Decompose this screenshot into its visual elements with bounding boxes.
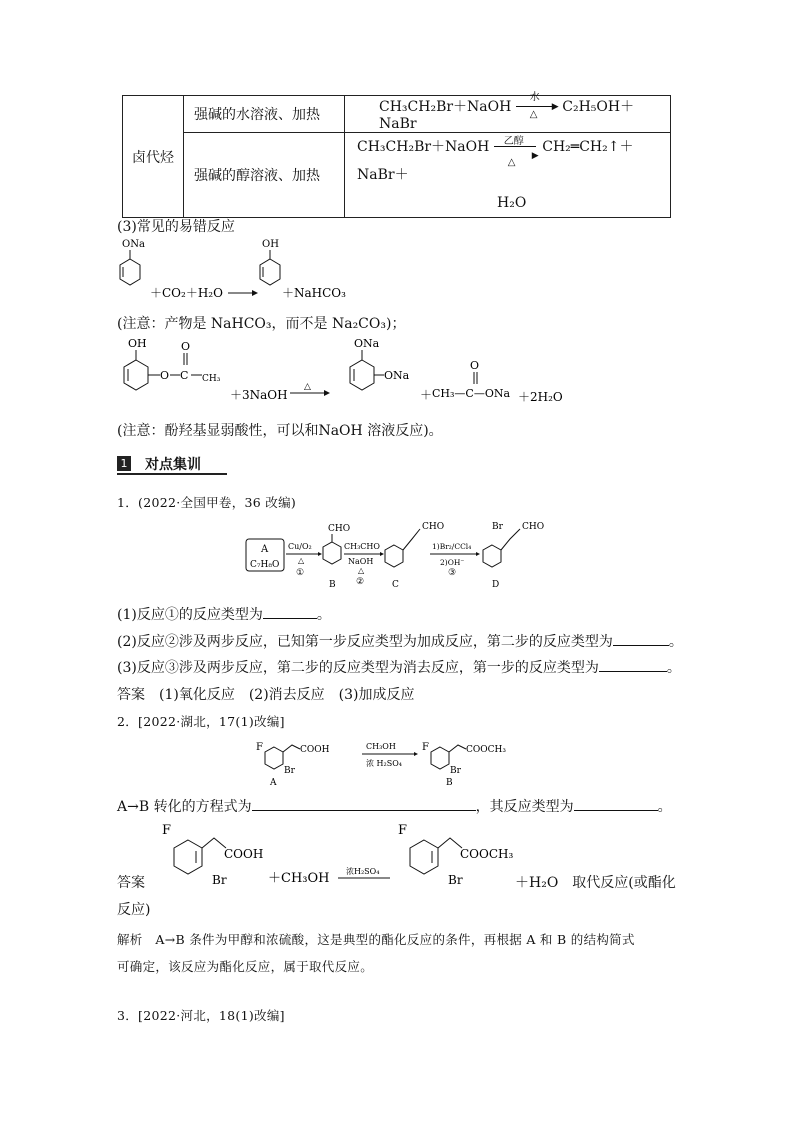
svg-text:COOH: COOH	[224, 847, 264, 861]
svg-text:CHO: CHO	[522, 522, 545, 532]
svg-text:＋3NaOH: ＋3NaOH	[230, 388, 288, 402]
svg-text:＋CH₃OH: ＋CH₃OH	[268, 871, 330, 886]
svg-text:F: F	[256, 742, 263, 753]
svg-text:Br: Br	[492, 522, 503, 532]
svg-text:Br: Br	[448, 873, 463, 887]
svg-text:△: △	[358, 566, 365, 575]
svg-text:F: F	[398, 823, 408, 838]
section-title: 对点集训	[145, 457, 201, 473]
svg-text:ONa: ONa	[354, 337, 380, 350]
answer-blank[interactable]	[599, 657, 667, 672]
haloalkane-table	[122, 92, 671, 218]
svg-text:O: O	[181, 340, 191, 353]
svg-text:②: ②	[356, 577, 365, 587]
svg-text:ONa: ONa	[384, 369, 410, 382]
section3-heading: (3)常见的易错反应	[117, 219, 235, 235]
q2-analysis-1: 解析 A→B 条件为甲醇和浓硫酸，这是典型的酯化反应的条件，再根据 A 和 B 的结构简式	[117, 932, 635, 947]
phenoxide-co2-reaction	[110, 235, 370, 305]
svg-text:CH₃—C—ONa: CH₃—C—ONa	[432, 387, 511, 400]
svg-text:CH₃OH: CH₃OH	[366, 742, 396, 751]
note1: (注意：产物是 NaHCO₃，而不是 Na₂CO₃)；	[117, 316, 406, 332]
answer-blank[interactable]	[252, 796, 476, 811]
svg-text:浓 H₂SO₄: 浓 H₂SO₄	[366, 759, 402, 768]
svg-text:O: O	[160, 369, 170, 382]
table-equation-2: CH₃CH₂Br＋NaOH 乙醇 ▶ △ CH₂═CH₂↑＋NaBr＋ H₂O	[345, 133, 671, 218]
svg-text:CH₃CHO: CH₃CHO	[344, 542, 380, 551]
q1-part1: (1)反应①的反应类型为 。	[117, 604, 331, 624]
q3-stem: 3．[2022·河北，18(1)改编]	[117, 1008, 285, 1023]
svg-text:Br: Br	[212, 873, 227, 887]
q2-scheme	[254, 733, 544, 788]
svg-text:＋2H₂O: ＋2H₂O	[518, 390, 563, 404]
q2-equation-line: A→B 转化的方程式为 ，其反应类型为 。	[117, 796, 672, 816]
table-equation-1: CH₃CH₂Br＋NaOH 水 ▶ △ C₂H₅OH＋NaBr	[345, 96, 671, 133]
answer-blank[interactable]	[613, 631, 669, 646]
table-category: 卤代烃	[123, 96, 184, 218]
svg-text:COOCH₃: COOCH₃	[466, 745, 506, 755]
svg-text:COOCH₃: COOCH₃	[460, 847, 514, 861]
svg-text:Cu/O₂: Cu/O₂	[288, 542, 312, 551]
section-title-bar	[117, 455, 227, 475]
svg-text:D: D	[492, 580, 500, 590]
ona-substituent: ONa	[122, 239, 145, 250]
nahco3: ＋NaHCO₃	[282, 286, 346, 300]
q2-answer-tail: ＋H₂O 取代反应(或酯化	[515, 875, 676, 891]
svg-text:CH₃: CH₃	[202, 374, 221, 384]
table-condition-1: 强碱的水溶液、加热	[184, 96, 345, 133]
q1-answer: 答案 (1)氧化反应 (2)消去反应 (3)加成反应	[117, 687, 415, 703]
co2-water: ＋CO₂＋H₂O	[150, 286, 223, 300]
section-number: 1	[117, 456, 131, 471]
svg-text:A: A	[261, 544, 269, 555]
svg-text:NaOH: NaOH	[348, 557, 374, 566]
svg-text:C: C	[392, 580, 399, 590]
q2-answer-tail2: 反应)	[117, 902, 151, 918]
q1-part2: (2)反应②涉及两步反应，已知第一步反应类型为加成反应，第二步的反应类型为 。	[117, 631, 683, 651]
svg-text:A: A	[270, 778, 277, 788]
q2-stem: 2．[2022·湖北，17(1)改编]	[117, 714, 285, 729]
svg-text:CHO: CHO	[422, 522, 445, 532]
svg-text:Br: Br	[450, 766, 461, 776]
svg-text:O: O	[470, 359, 480, 372]
svg-text:浓H₂SO₄: 浓H₂SO₄	[346, 867, 380, 876]
q1-part3: (3)反应③涉及两步反应，第二步的反应类型为消去反应，第一步的反应类型为 。	[117, 657, 681, 677]
oh-substituent: OH	[262, 239, 279, 250]
q1-stem: 1．(2022·全国甲卷，36 改编)	[117, 495, 297, 510]
svg-text:F: F	[162, 823, 172, 838]
svg-text:B: B	[446, 778, 453, 788]
answer-blank[interactable]	[263, 604, 317, 619]
note2: (注意：酚羟基显弱酸性，可以和NaOH 溶液反应)。	[117, 423, 443, 439]
svg-text:F: F	[422, 742, 429, 753]
svg-text:Br: Br	[284, 766, 295, 776]
answer-blank[interactable]	[574, 796, 658, 811]
svg-text:①: ①	[296, 568, 305, 578]
ester-naoh-reaction	[110, 335, 590, 410]
svg-text:1)Br₂/CCl₄: 1)Br₂/CCl₄	[432, 542, 472, 551]
q1-scheme	[244, 517, 564, 592]
svg-text:2)OH⁻: 2)OH⁻	[440, 558, 465, 567]
svg-text:△: △	[304, 382, 311, 392]
svg-text:OH: OH	[128, 337, 147, 350]
q2-answer-equation	[150, 818, 550, 890]
q2-answer-label: 答案	[117, 875, 145, 891]
svg-text:③: ③	[448, 568, 457, 578]
svg-text:COOH: COOH	[300, 745, 330, 755]
svg-text:C: C	[180, 369, 189, 382]
svg-text:△: △	[298, 556, 305, 565]
svg-text:＋: ＋	[420, 388, 433, 402]
table-condition-2: 强碱的醇溶液、加热	[184, 133, 345, 218]
svg-text:C₇H₈O: C₇H₈O	[250, 560, 280, 570]
svg-text:CHO: CHO	[328, 524, 351, 534]
q2-analysis-2: 可确定，该反应为酯化反应，属于取代反应。	[117, 959, 374, 974]
svg-text:B: B	[329, 580, 336, 590]
